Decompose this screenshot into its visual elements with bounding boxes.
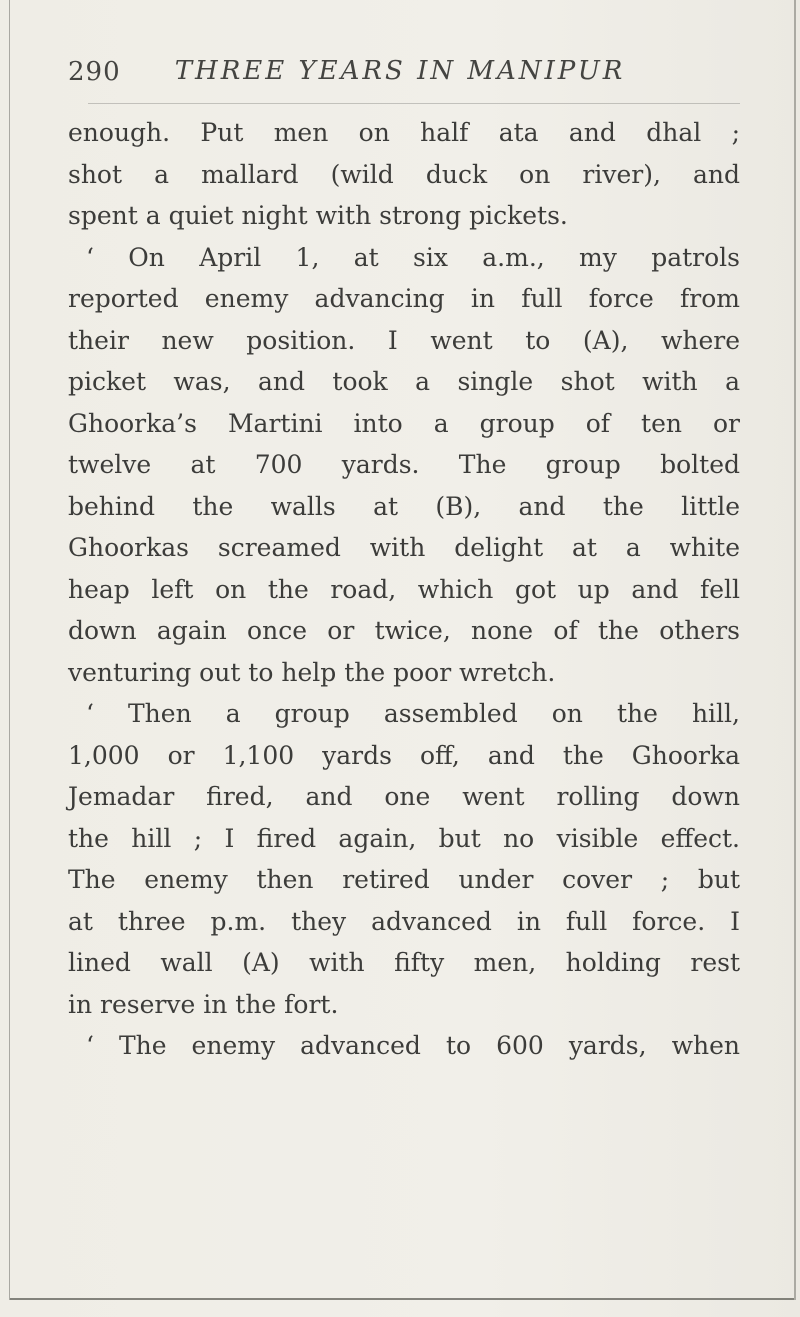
header-rule [88,103,740,104]
text-line: down again once or twice, none of the others [68,616,740,645]
running-title: THREE YEARS IN MANIPUR [174,56,626,86]
text-line: shot a mallard (wild duck on river), and [68,159,740,189]
body-text [68,112,740,1067]
text-line: enough. Put men on half ata and dhal ; [68,118,740,147]
text-line: at three p.m. they advanced in full force. I [68,906,740,936]
page-number: 290 [68,57,121,87]
text-line: lined wall (A) with fifty men, holding rest [68,948,740,977]
text-line: Jemadar fired, and one went rolling down [68,782,740,811]
text-line: ‘ Then a group assembled on the hill, [86,699,740,728]
text-line: picket was, and took a single shot with a [68,367,740,396]
text-line: venturing out to help the poor wretch. [68,657,556,687]
text-line: the hill ; I fired again, but no visible effect. [68,823,740,853]
text-line: Ghoorka’s Martini into a group of ten or [68,408,740,438]
text-line: Ghoorkas screamed with delight at a white [68,533,740,562]
page-right-edge [794,0,796,1300]
page-left-edge [9,0,10,1300]
text-line: ‘ The enemy advanced to 600 yards, when [86,1031,740,1060]
text-line: 1,000 or 1,100 yards off, and the Ghoorka [68,740,740,770]
text-line: The enemy then retired under cover ; but [68,865,740,894]
text-line: in reserve in the fort. [68,989,339,1019]
text-line: twelve at 700 yards. The group bolted [68,450,740,479]
text-line: heap left on the road, which got up and fell [68,574,740,604]
text-line: reported enemy advancing in full force from [68,284,740,313]
text-line: their new position. I went to (A), where [68,325,740,355]
page-bottom-edge [10,1298,794,1300]
text-line: ‘ On April 1, at six a.m., my patrols [86,242,740,272]
text-line: behind the walls at (B), and the little [68,491,740,521]
text-line: spent a quiet night with strong pickets. [68,201,568,230]
